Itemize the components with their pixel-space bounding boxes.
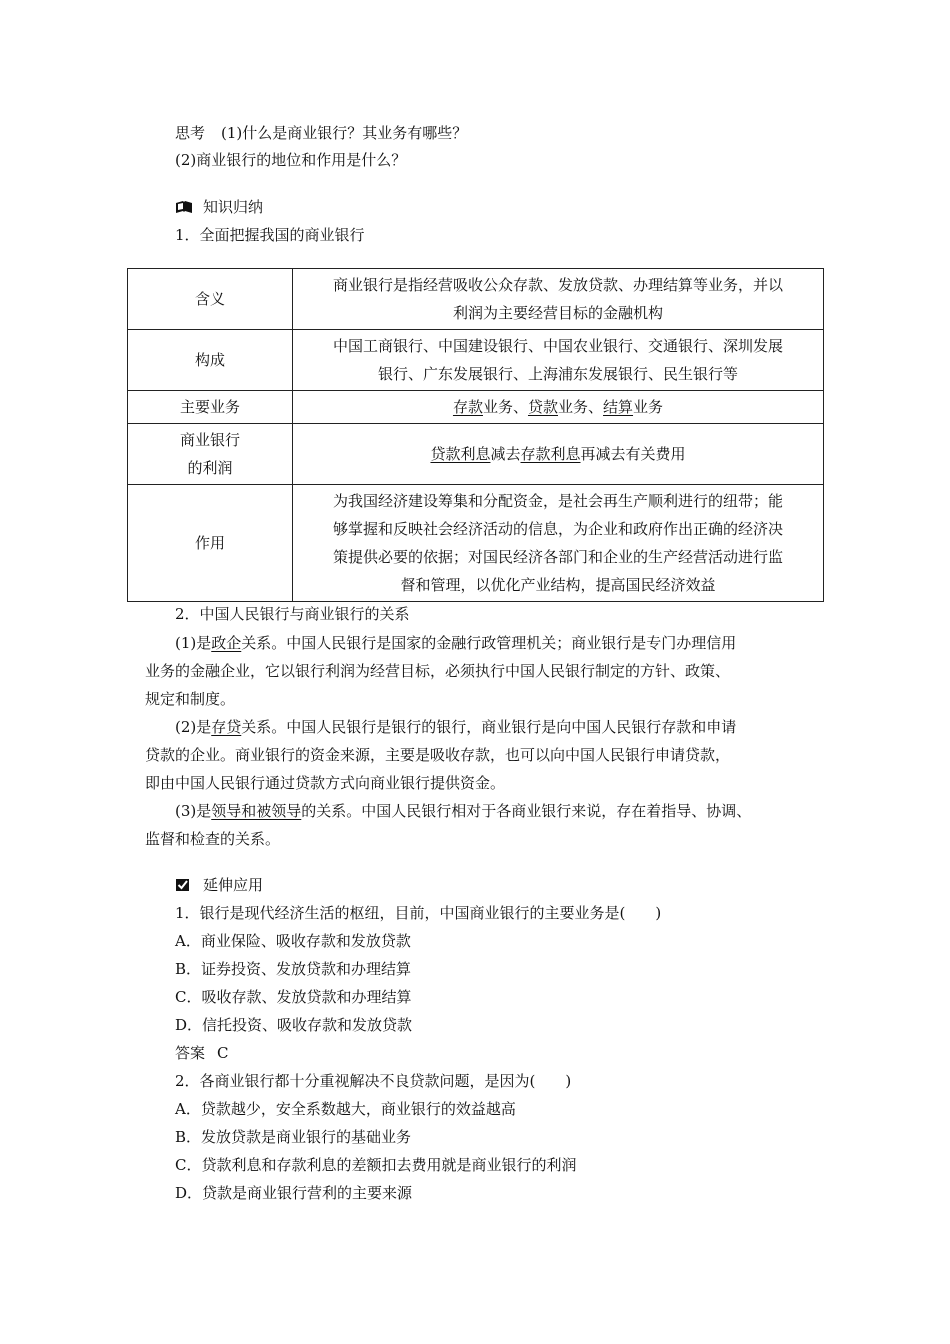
application-heading: 延伸应用 [175, 874, 263, 896]
knowledge-heading: 知识归纳 [175, 196, 263, 218]
relation-2-line-1: (2)是存贷关系。中国人民银行是银行的银行，商业银行是向中国人民银行存款和申请 [175, 718, 737, 736]
row-key-function: 作用 [128, 485, 293, 602]
table-row [128, 391, 824, 424]
book-icon [175, 200, 193, 214]
table-row [128, 269, 824, 330]
row-key-meaning: 含义 [128, 269, 293, 330]
row-value-business: 存款业务、贷款业务、结算业务 [293, 391, 824, 424]
row-value-meaning: 商业银行是指经营吸收公众存款、发放贷款、办理结算等业务，并以 利润为主要经营目标的金融机构 [293, 269, 824, 330]
row-key-business: 主要业务 [128, 391, 293, 424]
bank-summary-table [127, 268, 824, 602]
question-1-option-a: A．商业保险、吸收存款和发放贷款 [175, 932, 411, 950]
row-value-profit: 贷款利息减去存款利息再减去有关费用 [293, 424, 824, 485]
relation-2-line-3: 即由中国人民银行通过贷款方式向商业银行提供资金。 [145, 774, 506, 792]
question-1: 1．银行是现代经济生活的枢纽，目前，中国商业银行的主要业务是( ) [175, 904, 662, 922]
relation-1-line-2: 业务的金融企业，它以银行利润为经营目标，必须执行中国人民银行制定的方针、政策、 [145, 662, 731, 680]
row-value-composition: 中国工商银行、中国建设银行、中国农业银行、交通银行、深圳发展 银行、广东发展银行、上海浦东发展银行、民生银行等 [293, 330, 824, 391]
row-key-composition: 构成 [128, 330, 293, 391]
question-1-option-b: B．证券投资、发放贷款和办理结算 [175, 960, 412, 978]
think-question-2: (2)商业银行的地位和作用是什么？ [175, 151, 407, 169]
think-label: 思考 [175, 124, 206, 142]
relation-1-line-1: (1)是政企关系。中国人民银行是国家的金融行政管理机关；商业银行是专门办理信用 [175, 634, 737, 652]
checkbox-icon [175, 878, 193, 892]
question-2-option-d: D．贷款是商业银行营利的主要来源 [175, 1184, 413, 1202]
relation-1-line-3: 规定和制度。 [145, 690, 236, 708]
relation-2-line-2: 贷款的企业。商业银行的资金来源，主要是吸收存款，也可以向中国人民银行申请贷款， [145, 746, 731, 764]
question-2: 2．各商业银行都十分重视解决不良贷款问题，是因为( ) [175, 1072, 572, 1090]
think-question-1: 思考 (1)什么是商业银行？其业务有哪些？ [175, 124, 468, 142]
row-key-profit: 商业银行 的利润 [128, 424, 293, 485]
row-value-function: 为我国经济建设筹集和分配资金，是社会再生产顺利进行的纽带；能 够掌握和反映社会经济活动的信息，为企业和政府作出正确的经济决 策提供必要的依据；对国民经济各部门和企业的生产经营活动进行监 督和管理，以优化产业结构，提高国民经济效益 [293, 485, 824, 602]
table-row [128, 485, 824, 602]
question-2-option-c: C．贷款利息和存款利息的差额扣去费用就是商业银行的利润 [175, 1156, 577, 1174]
knowledge-item-1: 1．全面把握我国的商业银行 [175, 226, 365, 244]
question-2-option-b: B．发放贷款是商业银行的基础业务 [175, 1128, 412, 1146]
table-row [128, 330, 824, 391]
knowledge-item-2: 2．中国人民银行与商业银行的关系 [175, 605, 410, 623]
question-2-option-a: A．贷款越少，安全系数越大，商业银行的效益越高 [175, 1100, 516, 1118]
relation-3-line-2: 监督和检查的关系。 [145, 830, 281, 848]
question-1-option-d: D．信托投资、吸收存款和发放贷款 [175, 1016, 413, 1034]
question-1-answer: 答案 C [175, 1044, 229, 1062]
relation-3-line-1: (3)是领导和被领导的关系。中国人民银行相对于各商业银行来说，存在着指导、协调、 [175, 802, 752, 820]
question-1-option-c: C．吸收存款、发放贷款和办理结算 [175, 988, 412, 1006]
table-row [128, 424, 824, 485]
